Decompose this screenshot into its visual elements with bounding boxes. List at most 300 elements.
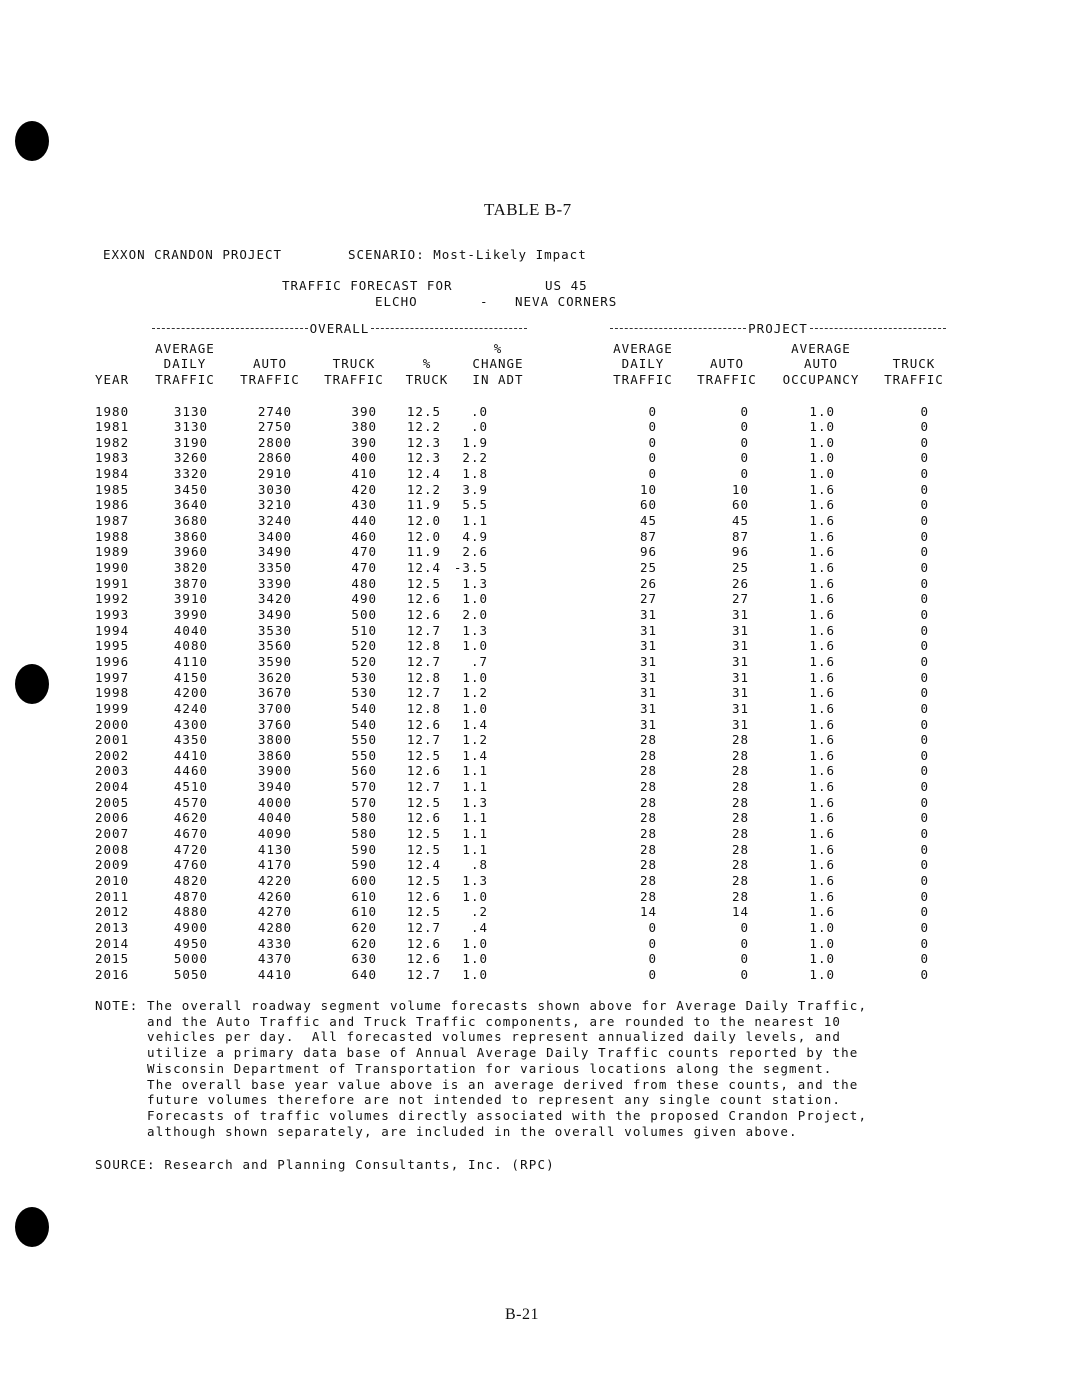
table-cell-p-truck: 0 bbox=[920, 419, 929, 435]
table-cell-p-truck: 0 bbox=[920, 966, 929, 982]
table-cell-year: 2008 bbox=[95, 841, 130, 857]
table-cell-auto: 4220 bbox=[257, 873, 292, 888]
table-cell-p-auto: 96 bbox=[731, 544, 749, 560]
table-cell-auto: 4090 bbox=[257, 826, 292, 842]
table-cell-truck: 540 bbox=[351, 700, 377, 716]
table-cell-pct-change: 1.0 bbox=[462, 966, 488, 982]
table-cell-auto: 4330 bbox=[257, 935, 292, 951]
table-cell-adt: 4570 bbox=[173, 794, 208, 810]
table-cell-p-truck: 0 bbox=[920, 841, 929, 857]
hole-punch-bottom bbox=[15, 1207, 49, 1247]
table-cell-adt: 4720 bbox=[173, 841, 208, 857]
table-cell-p-truck: 0 bbox=[920, 919, 929, 935]
table-cell-p-auto: 0 bbox=[740, 403, 749, 419]
table-cell-p-adt: 28 bbox=[639, 747, 657, 763]
source-line: SOURCE: Research and Planning Consultants, Inc. (RPC) bbox=[95, 1157, 555, 1172]
table-cell-truck: 630 bbox=[351, 951, 377, 967]
table-cell-pct-change: 1.2 bbox=[462, 732, 488, 748]
table-cell-pct-change: .2 bbox=[470, 904, 488, 920]
table-cell-pct-truck: 12.6 bbox=[406, 763, 441, 779]
table-cell-auto: 3490 bbox=[257, 544, 292, 560]
table-cell-p-adt: 0 bbox=[648, 434, 657, 450]
table-row bbox=[0, 779, 1069, 795]
table-cell-p-truck: 0 bbox=[920, 763, 929, 779]
table-cell-pct-truck: 12.2 bbox=[406, 481, 441, 497]
table-cell-pct-change: 1.0 bbox=[462, 888, 488, 904]
table-cell-adt: 3960 bbox=[173, 544, 208, 560]
table-cell-year: 2002 bbox=[95, 747, 130, 763]
table-cell-p-truck: 0 bbox=[920, 638, 929, 654]
table-cell-p-occ: 1.6 bbox=[809, 638, 835, 654]
header-pct-change-line: IN ADT bbox=[472, 371, 524, 387]
table-cell-p-truck: 0 bbox=[920, 560, 929, 575]
table-cell-p-occ: 1.6 bbox=[809, 497, 835, 513]
table-cell-adt: 5050 bbox=[173, 966, 208, 982]
table-cell-p-occ: 1.6 bbox=[809, 763, 835, 779]
header-p-adt-line: TRAFFIC bbox=[613, 371, 673, 387]
table-cell-p-truck: 0 bbox=[920, 951, 929, 967]
table-row bbox=[0, 560, 1069, 576]
table-cell-truck: 430 bbox=[351, 497, 377, 513]
table-row bbox=[0, 936, 1069, 952]
table-cell-year: 2000 bbox=[95, 716, 130, 732]
table-row bbox=[0, 685, 1069, 701]
table-cell-p-adt: 0 bbox=[648, 450, 657, 466]
table-cell-p-auto: 31 bbox=[731, 653, 749, 669]
note-line: vehicles per day. All forecasted volumes represent annualized daily levels, and bbox=[95, 1029, 842, 1045]
table-cell-p-auto: 31 bbox=[731, 700, 749, 716]
table-cell-auto: 3400 bbox=[257, 528, 292, 544]
table-cell-p-auto: 45 bbox=[731, 513, 749, 529]
table-cell-truck: 510 bbox=[351, 622, 377, 638]
table-cell-truck: 550 bbox=[351, 732, 377, 748]
table-row bbox=[0, 670, 1069, 686]
table-cell-truck: 640 bbox=[351, 966, 377, 982]
table-cell-pct-truck: 11.9 bbox=[406, 544, 441, 560]
table-cell-year: 2007 bbox=[95, 826, 130, 842]
table-cell-p-truck: 0 bbox=[920, 653, 929, 669]
table-cell-pct-change: 2.2 bbox=[462, 450, 488, 466]
table-cell-p-auto: 14 bbox=[731, 904, 749, 920]
table-cell-p-adt: 27 bbox=[639, 591, 657, 607]
table-cell-p-adt: 31 bbox=[639, 716, 657, 732]
table-cell-p-adt: 14 bbox=[639, 904, 657, 920]
table-cell-pct-change: -3.5 bbox=[453, 560, 488, 575]
table-cell-year: 1991 bbox=[95, 575, 130, 591]
table-cell-truck: 580 bbox=[351, 826, 377, 842]
table-cell-auto: 3420 bbox=[257, 591, 292, 607]
table-cell-p-occ: 1.6 bbox=[809, 653, 835, 669]
table-cell-pct-truck: 12.5 bbox=[406, 904, 441, 920]
table-cell-pct-change: 1.2 bbox=[462, 685, 488, 701]
header-adt-line: TRAFFIC bbox=[155, 371, 215, 387]
table-cell-auto: 3760 bbox=[257, 716, 292, 732]
table-cell-pct-change: 1.0 bbox=[462, 700, 488, 716]
table-cell-p-occ: 1.6 bbox=[809, 841, 835, 857]
table-cell-p-truck: 0 bbox=[920, 857, 929, 873]
table-cell-p-adt: 87 bbox=[639, 528, 657, 544]
project-group-rule bbox=[610, 322, 946, 334]
table-cell-year: 1987 bbox=[95, 513, 130, 529]
table-cell-auto: 3530 bbox=[257, 622, 292, 638]
table-cell-pct-truck: 12.6 bbox=[406, 935, 441, 951]
table-cell-p-truck: 0 bbox=[920, 528, 929, 544]
table-cell-p-truck: 0 bbox=[920, 826, 929, 842]
table-cell-pct-truck: 12.7 bbox=[406, 622, 441, 638]
table-cell-p-truck: 0 bbox=[920, 622, 929, 638]
table-cell-year: 2011 bbox=[95, 888, 130, 904]
table-cell-p-auto: 0 bbox=[740, 951, 749, 967]
table-cell-pct-change: 1.1 bbox=[462, 779, 488, 795]
table-row bbox=[0, 732, 1069, 748]
table-row bbox=[0, 717, 1069, 733]
table-cell-pct-change: 1.8 bbox=[462, 466, 488, 482]
table-cell-p-auto: 31 bbox=[731, 622, 749, 638]
table-cell-p-occ: 1.6 bbox=[809, 544, 835, 560]
project-group-label: PROJECT bbox=[748, 320, 808, 336]
table-cell-year: 2016 bbox=[95, 966, 130, 982]
table-cell-auto: 4370 bbox=[257, 951, 292, 967]
table-cell-p-adt: 0 bbox=[648, 919, 657, 935]
table-cell-p-auto: 28 bbox=[731, 747, 749, 763]
table-cell-pct-truck: 12.6 bbox=[406, 606, 441, 622]
table-cell-p-truck: 0 bbox=[920, 513, 929, 529]
table-cell-adt: 4460 bbox=[173, 763, 208, 779]
table-cell-auto: 4170 bbox=[257, 857, 292, 873]
table-cell-p-occ: 1.6 bbox=[809, 622, 835, 638]
table-cell-p-auto: 0 bbox=[740, 419, 749, 435]
table-cell-pct-truck: 12.0 bbox=[406, 528, 441, 544]
table-cell-truck: 590 bbox=[351, 841, 377, 857]
table-cell-p-truck: 0 bbox=[920, 700, 929, 716]
table-cell-truck: 470 bbox=[351, 560, 377, 575]
header-pct-change-line: CHANGE bbox=[472, 356, 524, 371]
table-row bbox=[0, 591, 1069, 607]
table-cell-pct-change: 1.1 bbox=[462, 810, 488, 826]
table-cell-p-adt: 0 bbox=[648, 966, 657, 982]
table-cell-p-occ: 1.0 bbox=[809, 919, 835, 935]
note-line: and the Auto Traffic and Truck Traffic components, are rounded to the nearest 10 bbox=[95, 1013, 842, 1029]
header-auto-line: AUTO bbox=[252, 356, 288, 371]
table-cell-p-auto: 0 bbox=[740, 434, 749, 450]
table-cell-p-auto: 31 bbox=[731, 716, 749, 732]
table-cell-truck: 540 bbox=[351, 716, 377, 732]
table-cell-p-occ: 1.6 bbox=[809, 685, 835, 701]
table-cell-adt: 3450 bbox=[173, 481, 208, 497]
table-cell-p-adt: 60 bbox=[639, 497, 657, 513]
table-cell-auto: 2750 bbox=[257, 419, 292, 435]
overall-group-label: OVERALL bbox=[309, 320, 370, 336]
table-cell-p-auto: 0 bbox=[740, 966, 749, 982]
table-cell-truck: 570 bbox=[351, 794, 377, 810]
table-cell-adt: 4900 bbox=[173, 919, 208, 935]
table-cell-year: 1981 bbox=[95, 419, 130, 435]
table-cell-adt: 4410 bbox=[173, 747, 208, 763]
table-cell-truck: 530 bbox=[351, 669, 377, 685]
table-cell-p-truck: 0 bbox=[920, 888, 929, 904]
table-cell-p-truck: 0 bbox=[920, 716, 929, 732]
segment-to: NEVA CORNERS bbox=[515, 294, 618, 309]
table-cell-pct-truck: 12.5 bbox=[406, 826, 441, 842]
table-cell-pct-truck: 12.6 bbox=[406, 716, 441, 732]
table-cell-pct-change: 4.9 bbox=[462, 528, 488, 544]
table-row bbox=[0, 435, 1069, 451]
table-cell-year: 2003 bbox=[95, 763, 130, 779]
table-cell-year: 1980 bbox=[95, 403, 130, 419]
table-cell-pct-truck: 12.5 bbox=[406, 747, 441, 763]
table-cell-pct-change: 1.0 bbox=[462, 638, 488, 654]
table-cell-p-occ: 1.6 bbox=[809, 606, 835, 622]
table-cell-p-auto: 28 bbox=[731, 763, 749, 779]
table-cell-truck: 470 bbox=[351, 544, 377, 560]
table-row bbox=[0, 419, 1069, 435]
table-cell-p-auto: 0 bbox=[740, 919, 749, 935]
table-cell-p-occ: 1.6 bbox=[809, 779, 835, 795]
table-cell-adt: 3910 bbox=[173, 591, 208, 607]
table-cell-year: 2009 bbox=[95, 857, 130, 873]
table-row bbox=[0, 951, 1069, 967]
table-cell-year: 1999 bbox=[95, 700, 130, 716]
table-cell-adt: 4670 bbox=[173, 826, 208, 842]
table-cell-p-auto: 31 bbox=[731, 685, 749, 701]
table-cell-year: 1992 bbox=[95, 591, 130, 607]
table-cell-adt: 3130 bbox=[173, 403, 208, 419]
table-cell-p-truck: 0 bbox=[920, 403, 929, 419]
table-cell-truck: 400 bbox=[351, 450, 377, 466]
table-cell-pct-truck: 12.7 bbox=[406, 685, 441, 701]
table-cell-p-occ: 1.0 bbox=[809, 419, 835, 435]
table-cell-adt: 4080 bbox=[173, 638, 208, 654]
table-cell-pct-truck: 12.5 bbox=[406, 794, 441, 810]
table-cell-p-truck: 0 bbox=[920, 544, 929, 560]
table-cell-year: 1994 bbox=[95, 622, 130, 638]
table-cell-p-occ: 1.0 bbox=[809, 434, 835, 450]
table-cell-year: 1986 bbox=[95, 497, 130, 513]
table-row bbox=[0, 497, 1069, 513]
table-row bbox=[0, 763, 1069, 779]
table-cell-p-adt: 31 bbox=[639, 685, 657, 701]
table-cell-p-occ: 1.6 bbox=[809, 560, 835, 575]
table-cell-p-occ: 1.6 bbox=[809, 794, 835, 810]
table-cell-p-auto: 31 bbox=[731, 669, 749, 685]
table-cell-truck: 520 bbox=[351, 653, 377, 669]
table-row bbox=[0, 466, 1069, 482]
table-cell-year: 1983 bbox=[95, 450, 130, 466]
table-cell-year: 1995 bbox=[95, 638, 130, 654]
table-cell-truck: 620 bbox=[351, 935, 377, 951]
table-cell-p-adt: 0 bbox=[648, 951, 657, 967]
table-cell-adt: 3820 bbox=[173, 560, 208, 575]
note-line: Wisconsin Department of Transportation for various locations along the segment. bbox=[95, 1060, 833, 1076]
note-line: utilize a primary data base of Annual Average Daily Traffic counts reported by the bbox=[95, 1045, 859, 1061]
table-cell-adt: 4760 bbox=[173, 857, 208, 873]
table-cell-adt: 3640 bbox=[173, 497, 208, 513]
table-cell-p-occ: 1.0 bbox=[809, 450, 835, 466]
table-cell-auto: 4270 bbox=[257, 904, 292, 920]
table-cell-p-auto: 0 bbox=[740, 450, 749, 466]
table-cell-adt: 4870 bbox=[173, 888, 208, 904]
table-row bbox=[0, 810, 1069, 826]
table-cell-p-truck: 0 bbox=[920, 732, 929, 748]
table-cell-pct-truck: 12.7 bbox=[406, 653, 441, 669]
table-cell-p-occ: 1.6 bbox=[809, 481, 835, 497]
table-row bbox=[0, 529, 1069, 545]
table-cell-pct-change: 1.4 bbox=[462, 747, 488, 763]
header-p-auto-line: AUTO bbox=[709, 356, 745, 371]
table-cell-p-auto: 28 bbox=[731, 873, 749, 888]
table-cell-p-adt: 31 bbox=[639, 653, 657, 669]
table-row bbox=[0, 654, 1069, 670]
table-cell-auto: 3350 bbox=[257, 560, 292, 575]
note-line: although shown separately, are included in the overall volumes given above. bbox=[95, 1123, 798, 1139]
table-cell-p-auto: 25 bbox=[731, 560, 749, 575]
table-cell-auto: 3240 bbox=[257, 513, 292, 529]
table-cell-truck: 550 bbox=[351, 747, 377, 763]
table-cell-adt: 4510 bbox=[173, 779, 208, 795]
hole-punch-top bbox=[15, 121, 49, 161]
table-cell-p-truck: 0 bbox=[920, 497, 929, 513]
table-cell-p-truck: 0 bbox=[920, 747, 929, 763]
table-cell-p-adt: 31 bbox=[639, 700, 657, 716]
table-cell-pct-change: 5.5 bbox=[462, 497, 488, 513]
table-cell-pct-change: 1.3 bbox=[462, 622, 488, 638]
table-cell-p-truck: 0 bbox=[920, 779, 929, 795]
table-cell-auto: 2860 bbox=[257, 450, 292, 466]
table-cell-auto: 4000 bbox=[257, 794, 292, 810]
table-cell-adt: 4150 bbox=[173, 669, 208, 685]
table-cell-p-adt: 31 bbox=[639, 638, 657, 654]
table-cell-year: 2015 bbox=[95, 951, 130, 967]
table-cell-auto: 3900 bbox=[257, 763, 292, 779]
table-cell-p-adt: 10 bbox=[639, 481, 657, 497]
table-cell-year: 2013 bbox=[95, 919, 130, 935]
table-cell-pct-change: 1.4 bbox=[462, 716, 488, 732]
table-cell-adt: 4820 bbox=[173, 873, 208, 888]
table-cell-p-auto: 0 bbox=[740, 935, 749, 951]
header-p-adt-line: AVERAGE bbox=[613, 340, 673, 356]
table-cell-adt: 4300 bbox=[173, 716, 208, 732]
table-cell-auto: 2910 bbox=[257, 466, 292, 482]
segment-dash: - bbox=[480, 294, 489, 309]
table-row bbox=[0, 889, 1069, 905]
table-cell-adt: 4240 bbox=[173, 700, 208, 716]
table-row bbox=[0, 638, 1069, 654]
table-cell-pct-truck: 12.7 bbox=[406, 966, 441, 982]
table-row bbox=[0, 857, 1069, 873]
table-cell-p-adt: 28 bbox=[639, 857, 657, 873]
table-cell-pct-change: 1.0 bbox=[462, 935, 488, 951]
table-cell-auto: 3860 bbox=[257, 747, 292, 763]
table-cell-adt: 3860 bbox=[173, 528, 208, 544]
table-cell-p-truck: 0 bbox=[920, 810, 929, 826]
table-cell-truck: 490 bbox=[351, 591, 377, 607]
table-cell-truck: 500 bbox=[351, 606, 377, 622]
table-cell-year: 2012 bbox=[95, 904, 130, 920]
header-p-auto-line: TRAFFIC bbox=[697, 371, 757, 387]
table-cell-pct-change: .4 bbox=[470, 919, 488, 935]
table-cell-auto: 4280 bbox=[257, 919, 292, 935]
table-cell-pct-change: .7 bbox=[470, 653, 488, 669]
table-cell-p-adt: 31 bbox=[639, 606, 657, 622]
header-pct-change-line: % bbox=[493, 340, 503, 356]
header-year-line: YEAR bbox=[95, 371, 130, 387]
overall-group-rule bbox=[152, 322, 527, 334]
note-line: The overall base year value above is an average derived from these counts, and the bbox=[95, 1076, 859, 1092]
table-cell-p-truck: 0 bbox=[920, 466, 929, 482]
table-cell-truck: 570 bbox=[351, 779, 377, 795]
table-cell-auto: 4410 bbox=[257, 966, 292, 982]
table-cell-p-truck: 0 bbox=[920, 935, 929, 951]
table-cell-pct-change: .8 bbox=[470, 857, 488, 873]
table-cell-pct-truck: 12.8 bbox=[406, 700, 441, 716]
table-cell-adt: 3130 bbox=[173, 419, 208, 435]
table-cell-year: 1982 bbox=[95, 434, 130, 450]
table-row bbox=[0, 482, 1069, 498]
table-cell-p-adt: 28 bbox=[639, 888, 657, 904]
table-cell-auto: 3210 bbox=[257, 497, 292, 513]
table-cell-adt: 4950 bbox=[173, 935, 208, 951]
table-cell-year: 1990 bbox=[95, 560, 130, 575]
table-cell-adt: 4620 bbox=[173, 810, 208, 826]
table-cell-p-occ: 1.6 bbox=[809, 700, 835, 716]
table-cell-p-auto: 28 bbox=[731, 779, 749, 795]
table-cell-truck: 520 bbox=[351, 638, 377, 654]
table-row bbox=[0, 826, 1069, 842]
table-cell-p-truck: 0 bbox=[920, 873, 929, 888]
table-cell-p-occ: 1.6 bbox=[809, 888, 835, 904]
table-row bbox=[0, 544, 1069, 560]
table-cell-p-occ: 1.6 bbox=[809, 669, 835, 685]
table-row bbox=[0, 607, 1069, 623]
table-cell-auto: 3490 bbox=[257, 606, 292, 622]
table-cell-p-auto: 27 bbox=[731, 591, 749, 607]
table-cell-auto: 3560 bbox=[257, 638, 292, 654]
table-cell-p-occ: 1.6 bbox=[809, 732, 835, 748]
table-row bbox=[0, 513, 1069, 529]
table-cell-auto: 3620 bbox=[257, 669, 292, 685]
table-cell-pct-change: 1.0 bbox=[462, 951, 488, 967]
table-cell-p-adt: 26 bbox=[639, 575, 657, 591]
table-cell-auto: 4130 bbox=[257, 841, 292, 857]
table-cell-adt: 4040 bbox=[173, 622, 208, 638]
header-p-adt-line: DAILY bbox=[621, 356, 665, 371]
table-cell-auto: 3590 bbox=[257, 653, 292, 669]
table-row bbox=[0, 842, 1069, 858]
table-cell-auto: 4260 bbox=[257, 888, 292, 904]
table-row bbox=[0, 748, 1069, 764]
header-p-occ-line: OCCUPANCY bbox=[782, 371, 860, 387]
table-cell-pct-change: 1.0 bbox=[462, 591, 488, 607]
table-cell-pct-truck: 12.4 bbox=[406, 857, 441, 873]
table-cell-p-truck: 0 bbox=[920, 591, 929, 607]
table-cell-p-adt: 31 bbox=[639, 669, 657, 685]
table-cell-p-auto: 31 bbox=[731, 638, 749, 654]
table-cell-auto: 3800 bbox=[257, 732, 292, 748]
table-cell-pct-truck: 11.9 bbox=[406, 497, 441, 513]
table-cell-auto: 4040 bbox=[257, 810, 292, 826]
note-line: NOTE: The overall roadway segment volume forecasts shown above for Average Daily Traffic, bbox=[95, 998, 868, 1013]
table-cell-pct-change: 1.3 bbox=[462, 575, 488, 591]
table-row bbox=[0, 623, 1069, 639]
table-cell-truck: 580 bbox=[351, 810, 377, 826]
table-cell-p-occ: 1.0 bbox=[809, 935, 835, 951]
table-cell-p-auto: 60 bbox=[731, 497, 749, 513]
table-cell-p-adt: 0 bbox=[648, 403, 657, 419]
header-adt-line: AVERAGE bbox=[155, 340, 215, 356]
table-row bbox=[0, 450, 1069, 466]
table-cell-p-auto: 28 bbox=[731, 794, 749, 810]
table-cell-p-occ: 1.6 bbox=[809, 575, 835, 591]
